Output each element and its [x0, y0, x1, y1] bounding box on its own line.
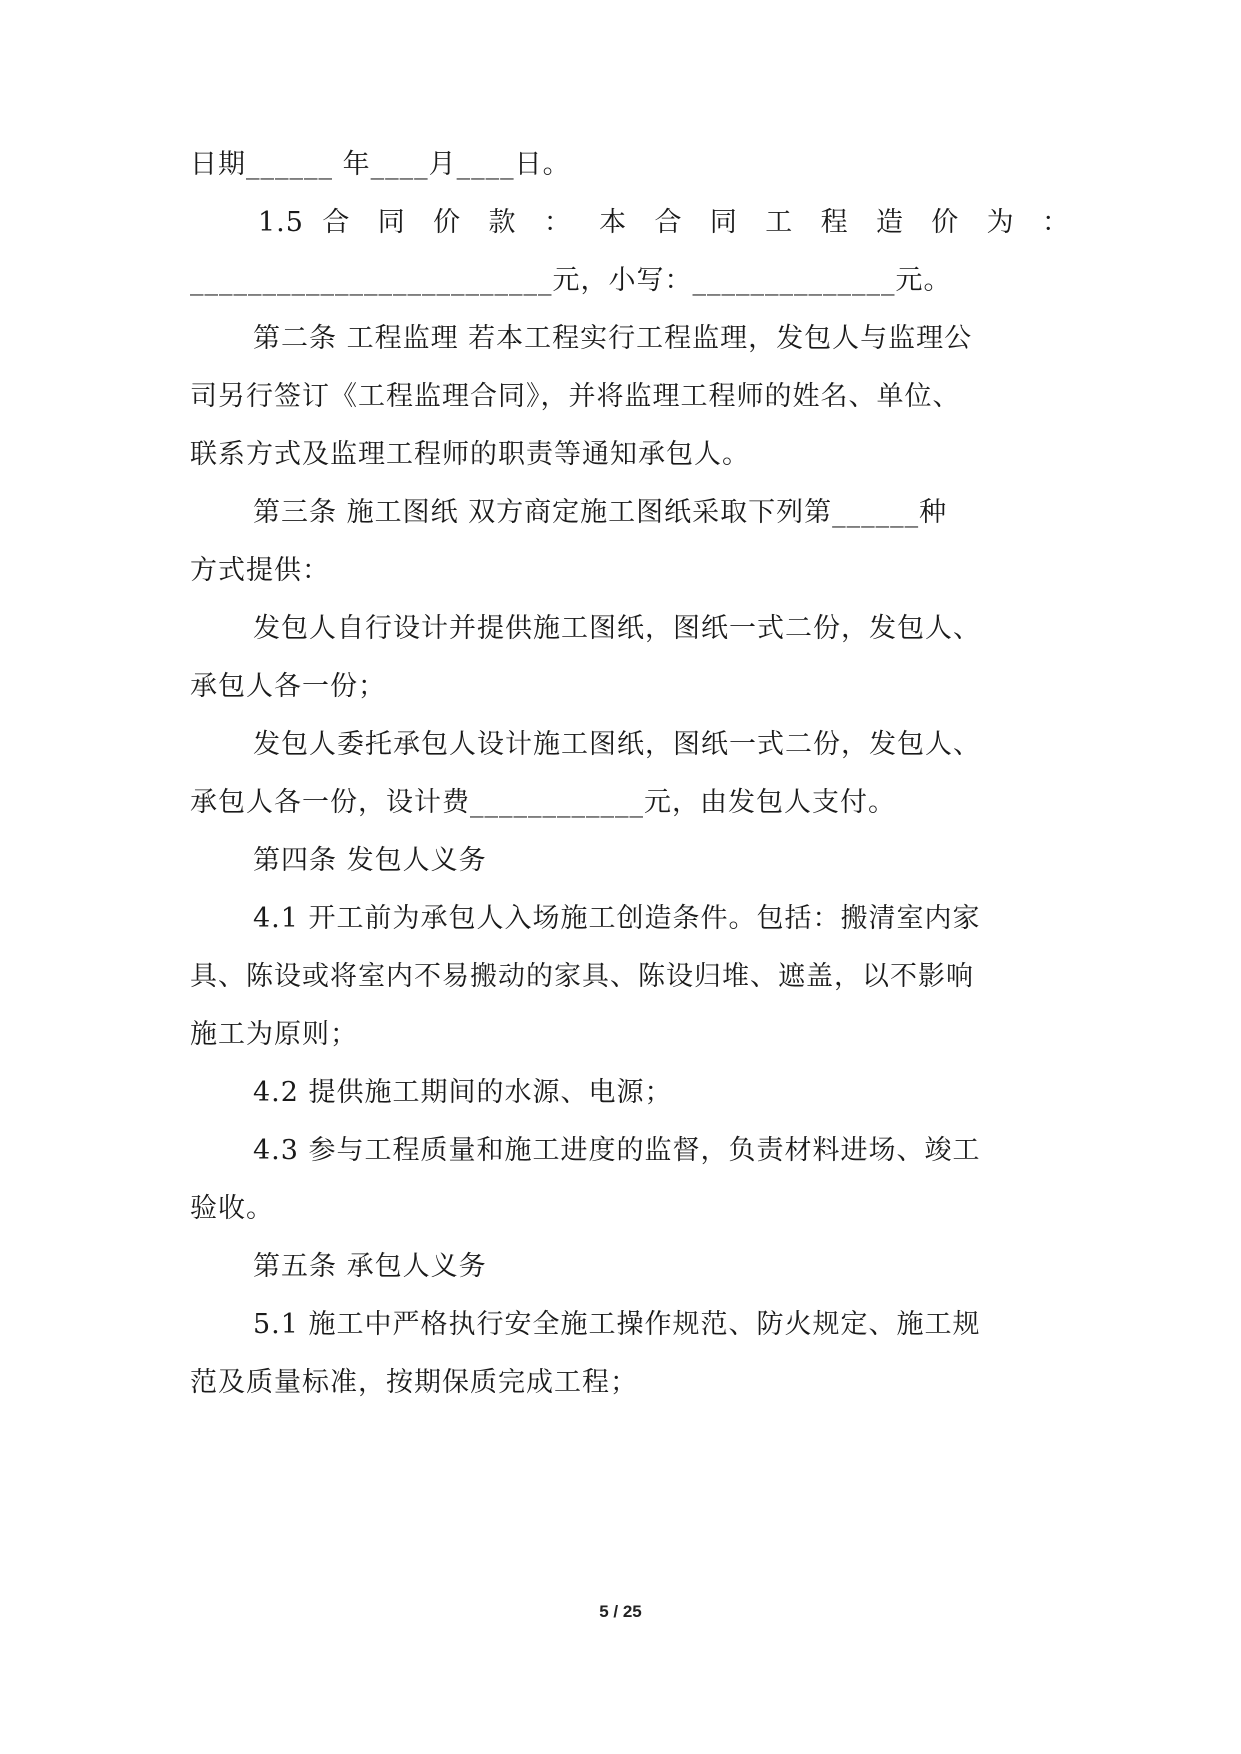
text-line: 方式提供： [190, 555, 330, 586]
text-line: 4.1 开工前为承包人入场施工创造条件。包括：搬清室内家 [253, 903, 981, 934]
text-line: 承包人各一份，设计费____________元，由发包人支付。 [190, 787, 896, 818]
page-number: 5 / 25 [599, 1602, 642, 1621]
text-line: 第二条 工程监理 若本工程实行工程监理，发包人与监理公 [253, 323, 973, 354]
text-line: 范及质量标准，按期保质完成工程； [190, 1367, 638, 1398]
text-line: 联系方式及监理工程师的职责等通知承包人。 [190, 439, 750, 470]
text-line: 5.1 施工中严格执行安全施工操作规范、防火规定、施工规 [253, 1309, 981, 1340]
text-line: 4.2 提供施工期间的水源、电源； [253, 1077, 673, 1108]
text-line: 1.5 合 同 价 款 ： 本 合 同 工 程 造 价 为 ： [258, 207, 1070, 238]
text-line: 具、陈设或将室内不易搬动的家具、陈设归堆、遮盖，以不影响 [190, 961, 974, 992]
text-line: 日期______ 年____月____日。 [190, 149, 571, 180]
text-line: 司另行签订《工程监理合同》，并将监理工程师的姓名、单位、 [190, 381, 961, 412]
text-line: 施工为原则； [190, 1019, 358, 1050]
text-line: _________________________元，小写：______________元。 [190, 265, 952, 296]
text-line: 验收。 [190, 1193, 274, 1224]
section-heading: 第五条 承包人义务 [253, 1251, 487, 1282]
text-line: 承包人各一份； [190, 671, 386, 702]
section-heading: 第四条 发包人义务 [253, 845, 487, 876]
text-line: 第三条 施工图纸 双方商定施工图纸采取下列第______种 [253, 497, 948, 528]
text-line: 4.3 参与工程质量和施工进度的监督，负责材料进场、竣工 [253, 1135, 981, 1166]
text-line: 发包人自行设计并提供施工图纸，图纸一式二份，发包人、 [253, 613, 981, 644]
text-line: 发包人委托承包人设计施工图纸，图纸一式二份，发包人、 [253, 729, 981, 760]
